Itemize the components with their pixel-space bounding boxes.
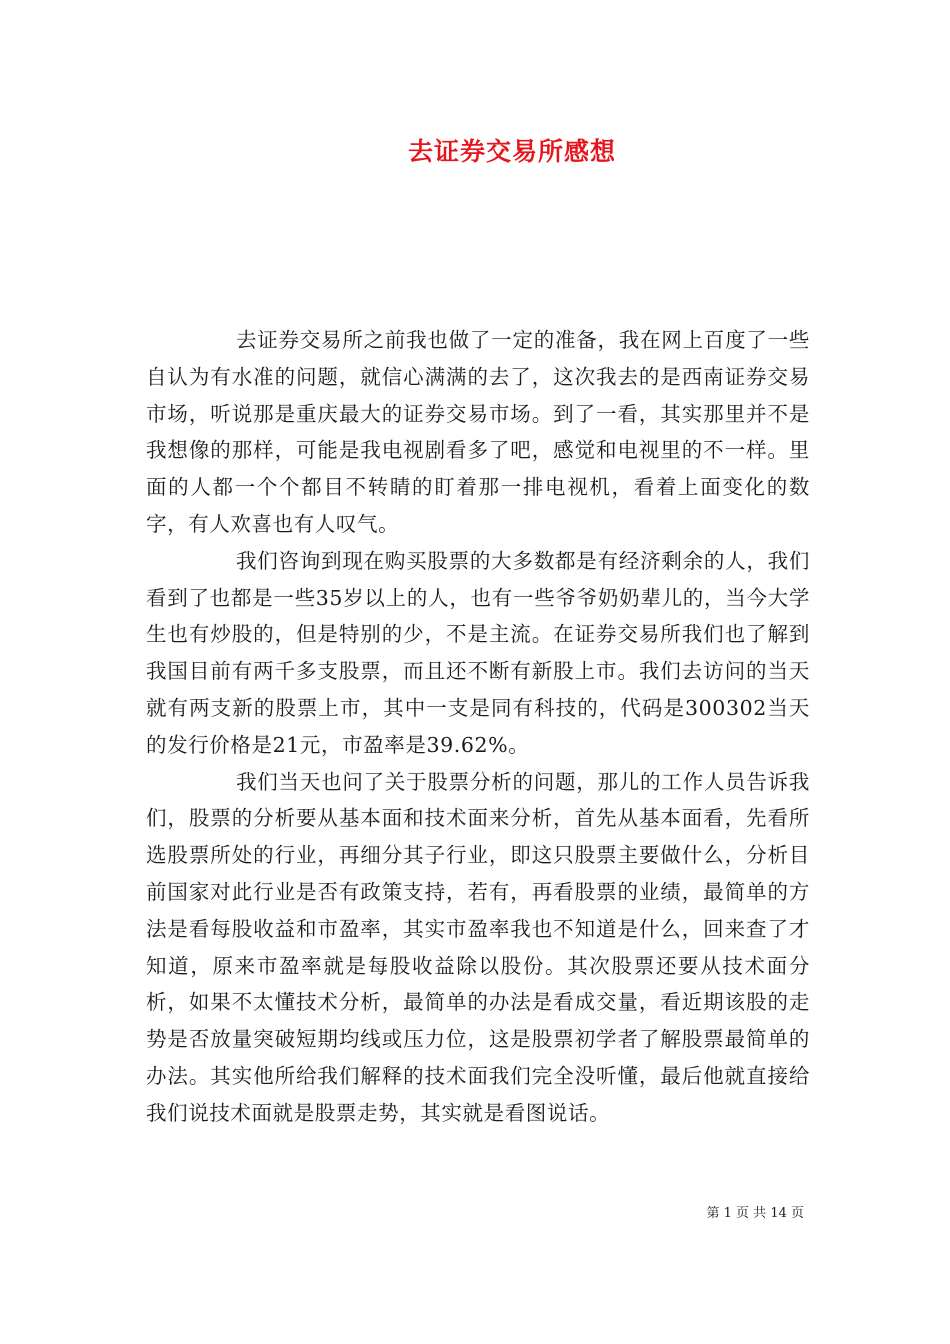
paragraph-2: 我们咨询到现在购买股票的大多数都是有经济剩余的人，我们看到了也都是一些35岁以上的人，也有一些爷爷奶奶辈儿的，当今大学生也有炒股的，但是特别的少，不是主流。在证券交易所我们也了解到我国目前有两千多支股票，而且还不断有新股上市。我们去访问的当天就有两支新的股票上市，其中一支是同有科技的，代码是300302当天的发行价格是21元，市盈率是39.62%。	[146, 548, 810, 757]
document-title: 去证券交易所感想	[407, 137, 616, 166]
document-body	[146, 322, 810, 1132]
paragraph-1: 去证券交易所之前我也做了一定的准备，我在网上百度了一些自认为有水准的问题，就信心满满的去了，这次我去的是西南证券交易市场，听说那是重庆最大的证券交易市场。到了一看，其实那里并不是我想像的那样，可能是我电视剧看多了吧，感觉和电视里的不一样。里面的人都一个个都目不转睛的盯着那一排电视机，看着上面变化的数字，有人欢喜也有人叹气。	[146, 328, 810, 536]
page-number-footer: 第 1 页 共 14 页	[706, 1206, 804, 1221]
paragraph-3: 我们当天也问了关于股票分析的问题，那儿的工作人员告诉我们，股票的分析要从基本面和技术面来分析，首先从基本面看，先看所选股票所处的行业，再细分其子行业，即这只股票主要做什么，分析目前国家对此行业是否有政策支持，若有，再看股票的业绩，最简单的方法是看每股收益和市盈率，其实市盈率我也不知道是什么，回来查了才知道，原来市盈率就是每股收益除以股份。其次股票还要从技术面分析，如果不太懂技术分析，最简单的办法是看成交量，看近期该股的走势是否放量突破短期均线或压力位，这是股票初学者了解股票最简单的办法。其实他所给我们解释的技术面我们完全没听懂，最后他就直接给我们说技术面就是股票走势，其实就是看图说话。	[146, 769, 810, 1125]
